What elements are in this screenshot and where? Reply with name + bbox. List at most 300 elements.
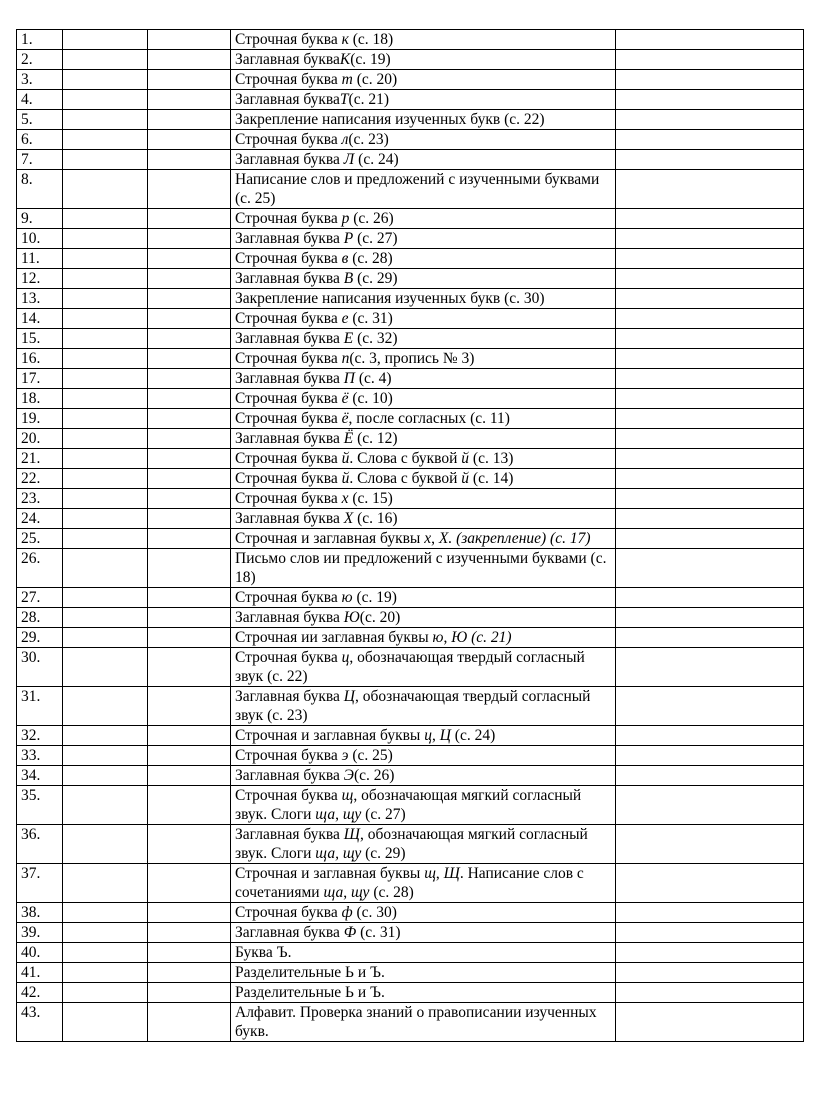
lesson-number-cell: 24. — [17, 509, 63, 529]
table-row — [17, 150, 804, 170]
date-plan-cell — [63, 469, 148, 489]
topic-text: Заглавная буква — [235, 370, 344, 387]
notes-cell — [616, 766, 804, 786]
lesson-topic-cell — [231, 130, 616, 150]
topic-text: , — [443, 629, 452, 646]
topic-text: (с. 31) — [356, 924, 401, 941]
date-plan-cell — [63, 983, 148, 1003]
topic-letter: э — [341, 747, 349, 764]
date-plan-cell — [63, 903, 148, 923]
topic-text: Строчная буква — [235, 747, 342, 764]
lesson-topic-cell — [231, 687, 616, 726]
lesson-topic-cell — [231, 983, 616, 1003]
topic-letter: й — [341, 450, 350, 467]
date-plan-cell — [63, 766, 148, 786]
table-row — [17, 449, 804, 469]
lesson-topic-cell — [231, 648, 616, 687]
date-fact-cell — [148, 489, 231, 509]
topic-text: (с. 19) — [352, 589, 397, 606]
notes-cell — [616, 608, 804, 628]
lesson-topic-cell — [231, 209, 616, 229]
notes-cell — [616, 687, 804, 726]
lesson-number-cell: 26. — [17, 549, 63, 588]
lesson-topic-cell — [231, 549, 616, 588]
lesson-number-cell: 33. — [17, 746, 63, 766]
lesson-number-cell: 30. — [17, 648, 63, 687]
lesson-number-cell: 29. — [17, 628, 63, 648]
lesson-topic-cell — [231, 628, 616, 648]
notes-cell — [616, 746, 804, 766]
topic-text: Строчная и заглавная буквы — [235, 530, 425, 547]
lesson-topic-cell — [231, 369, 616, 389]
lesson-topic-cell — [231, 786, 616, 825]
table-row — [17, 429, 804, 449]
date-plan-cell — [63, 943, 148, 963]
lesson-number-cell: 18. — [17, 389, 63, 409]
lesson-topic-cell — [231, 726, 616, 746]
lesson-number-cell: 19. — [17, 409, 63, 429]
topic-letter: Л — [343, 151, 355, 168]
notes-cell — [616, 209, 804, 229]
topic-letter: Щ — [343, 826, 360, 843]
lesson-topic-cell — [231, 588, 616, 608]
lesson-number-cell: 3. — [17, 70, 63, 90]
lesson-plan-table — [16, 29, 804, 1042]
notes-cell — [616, 269, 804, 289]
topic-letter: щ — [424, 865, 436, 882]
date-fact-cell — [148, 150, 231, 170]
topic-letter: Т — [339, 91, 349, 108]
topic-letter: В — [343, 270, 354, 287]
lesson-number-cell: 40. — [17, 943, 63, 963]
table-row — [17, 766, 804, 786]
lesson-topic-cell — [231, 825, 616, 864]
notes-cell — [616, 449, 804, 469]
date-plan-cell — [63, 529, 148, 549]
date-fact-cell — [148, 1003, 231, 1042]
topic-letter: Ф — [343, 924, 357, 941]
date-plan-cell — [63, 50, 148, 70]
lesson-number-cell: 16. — [17, 349, 63, 369]
lesson-number-cell: 20. — [17, 429, 63, 449]
lesson-topic-cell — [231, 30, 616, 50]
topic-text: (с. 13) — [469, 450, 514, 467]
topic-text: , после согласных (с. 11) — [348, 410, 510, 427]
table-row — [17, 409, 804, 429]
lesson-topic-cell — [231, 249, 616, 269]
topic-letter: ё — [341, 410, 349, 427]
lesson-number-cell: 8. — [17, 170, 63, 209]
date-plan-cell — [63, 864, 148, 903]
lesson-number-cell: 41. — [17, 963, 63, 983]
topic-text: (с. 12) — [353, 430, 398, 447]
date-plan-cell — [63, 209, 148, 229]
lesson-number-cell: 27. — [17, 588, 63, 608]
topic-text: Алфавит. Проверка знаний о правописании изученных букв. — [235, 1004, 597, 1040]
topic-letter: ё — [341, 390, 349, 407]
date-fact-cell — [148, 469, 231, 489]
date-plan-cell — [63, 726, 148, 746]
notes-cell — [616, 628, 804, 648]
topic-text: (с. 29) — [353, 270, 398, 287]
notes-cell — [616, 349, 804, 369]
lesson-topic-cell — [231, 529, 616, 549]
lesson-number-cell: 14. — [17, 309, 63, 329]
table-row — [17, 943, 804, 963]
table-row — [17, 864, 804, 903]
notes-cell — [616, 825, 804, 864]
date-plan-cell — [63, 1003, 148, 1042]
table-row — [17, 269, 804, 289]
date-plan-cell — [63, 923, 148, 943]
date-fact-cell — [148, 923, 231, 943]
date-plan-cell — [63, 229, 148, 249]
date-plan-cell — [63, 509, 148, 529]
table-row — [17, 628, 804, 648]
date-plan-cell — [63, 628, 148, 648]
topic-text: Строчная буква — [235, 250, 342, 267]
topic-letter: й — [461, 470, 470, 487]
date-plan-cell — [63, 269, 148, 289]
topic-letter: ц — [424, 727, 432, 744]
topic-text: , — [435, 865, 444, 882]
lesson-number-cell: 37. — [17, 864, 63, 903]
topic-text: . Написание слов с сочетаниями — [235, 865, 584, 901]
lesson-number-cell: 7. — [17, 150, 63, 170]
date-plan-cell — [63, 110, 148, 130]
topic-text: Строчная буква — [235, 470, 342, 487]
topic-letter: л — [341, 131, 349, 148]
lesson-number-cell: 4. — [17, 90, 63, 110]
date-fact-cell — [148, 825, 231, 864]
topic-letter: Ю — [343, 609, 360, 626]
date-fact-cell — [148, 289, 231, 309]
topic-text: Заглавная буква — [235, 51, 340, 68]
topic-letter: Ё — [343, 430, 354, 447]
topic-text: Строчная буква — [235, 31, 342, 48]
date-fact-cell — [148, 746, 231, 766]
table-row — [17, 983, 804, 1003]
table-row — [17, 786, 804, 825]
topic-text: Заглавная буква — [235, 91, 340, 108]
date-plan-cell — [63, 746, 148, 766]
topic-text: , обозначающая твердый согласный звук (с. 22) — [235, 649, 585, 685]
lesson-topic-cell — [231, 309, 616, 329]
lesson-topic-cell — [231, 389, 616, 409]
topic-text: (с. 27) — [361, 806, 406, 823]
date-fact-cell — [148, 329, 231, 349]
topic-letter: ща, щу — [315, 845, 362, 862]
topic-text: Заглавная буква — [235, 330, 344, 347]
notes-cell — [616, 90, 804, 110]
notes-cell — [616, 429, 804, 449]
topic-letter: Ю (с. 21) — [451, 629, 512, 646]
lesson-topic-cell — [231, 509, 616, 529]
topic-text: (с. 3, пропись № 3) — [349, 350, 475, 367]
notes-cell — [616, 726, 804, 746]
topic-letter: й — [461, 450, 470, 467]
date-fact-cell — [148, 170, 231, 209]
topic-text: (с. 31) — [348, 310, 393, 327]
table-row — [17, 249, 804, 269]
topic-letter: й — [341, 470, 350, 487]
topic-text: (с. 29) — [361, 845, 406, 862]
notes-cell — [616, 70, 804, 90]
notes-cell — [616, 489, 804, 509]
lesson-number-cell: 38. — [17, 903, 63, 923]
topic-text: Строчная и заглавная буквы — [235, 727, 425, 744]
lesson-number-cell: 36. — [17, 825, 63, 864]
date-fact-cell — [148, 726, 231, 746]
lesson-number-cell: 43. — [17, 1003, 63, 1042]
lesson-topic-cell — [231, 90, 616, 110]
date-fact-cell — [148, 786, 231, 825]
topic-text: Разделительные Ь и Ъ. — [235, 964, 385, 981]
date-fact-cell — [148, 209, 231, 229]
lesson-number-cell: 28. — [17, 608, 63, 628]
table-row — [17, 529, 804, 549]
date-plan-cell — [63, 30, 148, 50]
table-row — [17, 746, 804, 766]
topic-text: (с. 30) — [352, 904, 397, 921]
table-row — [17, 469, 804, 489]
date-fact-cell — [148, 249, 231, 269]
topic-text: (с. 19) — [350, 51, 391, 68]
table-row — [17, 825, 804, 864]
lesson-table-body — [17, 30, 804, 1042]
lesson-number-cell: 13. — [17, 289, 63, 309]
date-fact-cell — [148, 409, 231, 429]
lesson-number-cell: 6. — [17, 130, 63, 150]
notes-cell — [616, 389, 804, 409]
topic-letter: ща — [323, 884, 344, 901]
lesson-topic-cell — [231, 608, 616, 628]
date-fact-cell — [148, 963, 231, 983]
date-plan-cell — [63, 389, 148, 409]
topic-text: , обозначающая мягкий согласный звук. Слоги — [235, 826, 588, 862]
topic-text: Заглавная буква — [235, 767, 344, 784]
topic-letter: е — [341, 310, 349, 327]
date-fact-cell — [148, 943, 231, 963]
lesson-number-cell: 39. — [17, 923, 63, 943]
topic-text: Строчная буква — [235, 904, 342, 921]
table-row — [17, 903, 804, 923]
notes-cell — [616, 369, 804, 389]
date-fact-cell — [148, 449, 231, 469]
lesson-topic-cell — [231, 449, 616, 469]
topic-letter: Щ — [443, 865, 460, 882]
topic-letter: Ц — [343, 688, 355, 705]
table-row — [17, 329, 804, 349]
lesson-number-cell: 22. — [17, 469, 63, 489]
notes-cell — [616, 786, 804, 825]
table-row — [17, 90, 804, 110]
topic-text: Строчная буква — [235, 210, 342, 227]
topic-letter: т — [341, 71, 353, 88]
notes-cell — [616, 509, 804, 529]
topic-text: (с. 15) — [348, 490, 393, 507]
lesson-number-cell: 15. — [17, 329, 63, 349]
date-plan-cell — [63, 608, 148, 628]
date-fact-cell — [148, 766, 231, 786]
topic-letter: в — [341, 250, 349, 267]
notes-cell — [616, 983, 804, 1003]
notes-cell — [616, 549, 804, 588]
date-plan-cell — [63, 549, 148, 588]
table-row — [17, 30, 804, 50]
date-plan-cell — [63, 249, 148, 269]
topic-text: (с. 25) — [348, 747, 393, 764]
date-fact-cell — [148, 903, 231, 923]
lesson-topic-cell — [231, 110, 616, 130]
lesson-topic-cell — [231, 864, 616, 903]
date-plan-cell — [63, 409, 148, 429]
date-plan-cell — [63, 648, 148, 687]
table-row — [17, 349, 804, 369]
topic-text: Заглавная буква — [235, 430, 344, 447]
topic-text: Строчная буква — [235, 787, 342, 804]
topic-text: , — [343, 884, 352, 901]
topic-text: , — [431, 530, 439, 547]
notes-cell — [616, 903, 804, 923]
topic-text: Заглавная буква — [235, 924, 344, 941]
date-fact-cell — [148, 648, 231, 687]
lesson-topic-cell — [231, 489, 616, 509]
topic-text: (с. 32) — [353, 330, 398, 347]
notes-cell — [616, 50, 804, 70]
notes-cell — [616, 963, 804, 983]
topic-letter: щу — [351, 884, 370, 901]
date-fact-cell — [148, 529, 231, 549]
topic-text: Буква Ъ. — [235, 944, 292, 961]
lesson-number-cell: 5. — [17, 110, 63, 130]
date-fact-cell — [148, 983, 231, 1003]
topic-text: Строчная буква — [235, 350, 342, 367]
lesson-number-cell: 32. — [17, 726, 63, 746]
table-row — [17, 170, 804, 209]
table-row — [17, 588, 804, 608]
lesson-number-cell: 25. — [17, 529, 63, 549]
topic-text: (с. 23) — [348, 131, 389, 148]
topic-text: , — [335, 806, 343, 823]
topic-text: . Слова с буквой — [349, 450, 462, 467]
topic-letter: ю — [432, 629, 444, 646]
topic-letter: ща — [315, 806, 336, 823]
table-row — [17, 110, 804, 130]
table-row — [17, 648, 804, 687]
notes-cell — [616, 329, 804, 349]
lesson-number-cell: 1. — [17, 30, 63, 50]
table-row — [17, 389, 804, 409]
lesson-number-cell: 10. — [17, 229, 63, 249]
lesson-topic-cell — [231, 1003, 616, 1042]
topic-text: . Слова с буквой — [349, 470, 462, 487]
date-fact-cell — [148, 369, 231, 389]
notes-cell — [616, 409, 804, 429]
lesson-topic-cell — [231, 409, 616, 429]
date-plan-cell — [63, 309, 148, 329]
lesson-number-cell: 11. — [17, 249, 63, 269]
lesson-topic-cell — [231, 943, 616, 963]
topic-letter: ц — [341, 649, 350, 666]
lesson-topic-cell — [231, 349, 616, 369]
lesson-number-cell: 21. — [17, 449, 63, 469]
topic-text: (с. 26) — [349, 210, 394, 227]
topic-letter: щ — [341, 787, 354, 804]
topic-letter: Ц — [439, 727, 451, 744]
notes-cell — [616, 229, 804, 249]
lesson-topic-cell — [231, 746, 616, 766]
topic-text: Строчная буква — [235, 450, 342, 467]
date-plan-cell — [63, 489, 148, 509]
date-fact-cell — [148, 70, 231, 90]
topic-text: Заглавная буква — [235, 510, 344, 527]
topic-text: Строчная буква — [235, 589, 342, 606]
table-row — [17, 209, 804, 229]
table-row — [17, 726, 804, 746]
notes-cell — [616, 30, 804, 50]
date-fact-cell — [148, 130, 231, 150]
topic-text: Заглавная буква — [235, 688, 344, 705]
topic-letter: К — [339, 51, 351, 68]
date-fact-cell — [148, 229, 231, 249]
topic-text: Заглавная буква — [235, 826, 344, 843]
lesson-topic-cell — [231, 329, 616, 349]
lesson-number-cell: 2. — [17, 50, 63, 70]
date-fact-cell — [148, 549, 231, 588]
notes-cell — [616, 249, 804, 269]
lesson-topic-cell — [231, 923, 616, 943]
lesson-number-cell: 31. — [17, 687, 63, 726]
notes-cell — [616, 648, 804, 687]
table-row — [17, 1003, 804, 1042]
topic-letter: р — [341, 210, 350, 227]
date-fact-cell — [148, 389, 231, 409]
table-row — [17, 289, 804, 309]
date-fact-cell — [148, 309, 231, 329]
topic-text: (с. 14) — [469, 470, 514, 487]
notes-cell — [616, 110, 804, 130]
table-row — [17, 130, 804, 150]
topic-text: (с. 24) — [450, 727, 496, 744]
topic-text: Строчная буква — [235, 490, 342, 507]
topic-text: (с. 28) — [369, 884, 414, 901]
topic-text: (с. 4) — [354, 370, 392, 387]
lesson-topic-cell — [231, 150, 616, 170]
table-row — [17, 549, 804, 588]
lesson-number-cell: 35. — [17, 786, 63, 825]
topic-text: Строчная буква — [235, 390, 342, 407]
lesson-topic-cell — [231, 429, 616, 449]
topic-text: , — [431, 727, 440, 744]
lesson-topic-cell — [231, 469, 616, 489]
topic-letter: Р — [343, 230, 354, 247]
topic-text: Строчная буква — [235, 71, 342, 88]
topic-letter: Х — [343, 510, 354, 527]
topic-letter: щу — [342, 806, 362, 823]
topic-text: (с. 28) — [348, 250, 393, 267]
topic-letter: х — [424, 530, 432, 547]
topic-text: Заглавная буква — [235, 270, 344, 287]
topic-text: Написание слов и предложений с изученными буквами (с. 25) — [235, 171, 600, 207]
date-fact-cell — [148, 628, 231, 648]
notes-cell — [616, 309, 804, 329]
lesson-topic-cell — [231, 766, 616, 786]
date-fact-cell — [148, 588, 231, 608]
topic-letter: п — [341, 350, 350, 367]
date-plan-cell — [63, 150, 148, 170]
notes-cell — [616, 170, 804, 209]
